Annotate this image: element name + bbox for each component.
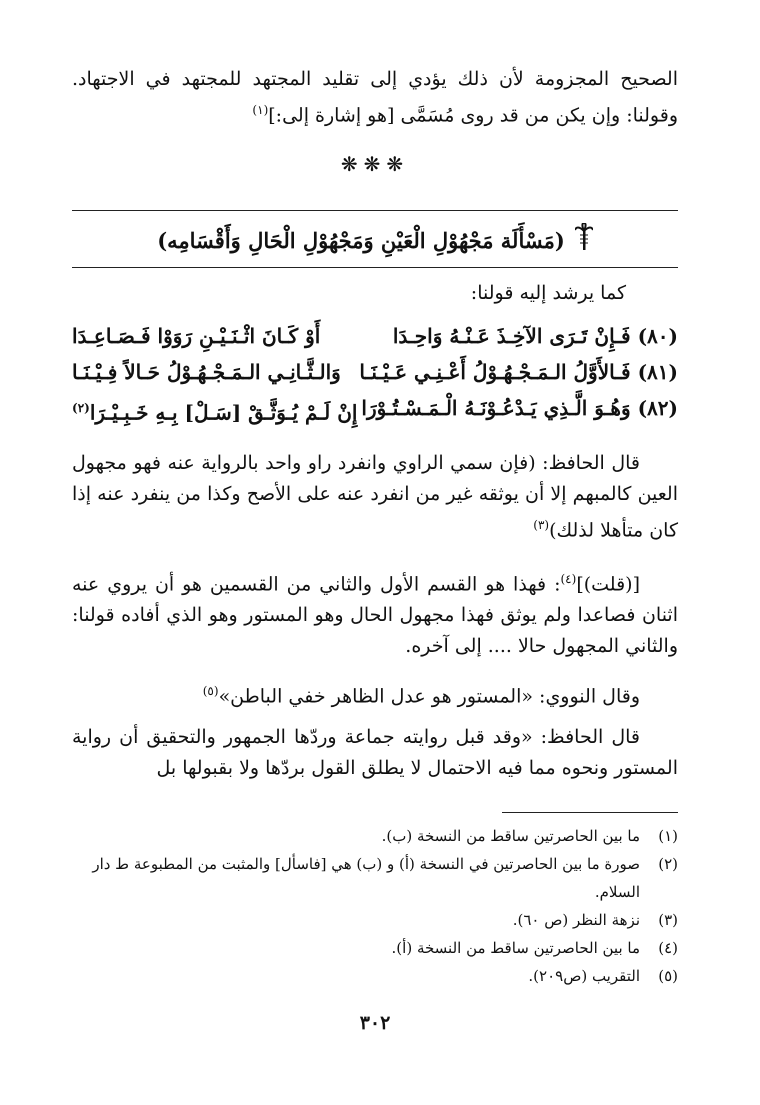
paragraph-qult-text: : فهذا هو القسم الأول والثاني من القسمين هو أن يروي عنه اثنان فصاعدا ولم يوثق فهذا مجهول الحال وهو المستور وهو الذي أفاده قولنا: والثاني المجهول حالا .... إلى آخره. — [72, 573, 678, 658]
top-paragraph — [72, 64, 678, 131]
palm-tree-icon — [575, 223, 593, 258]
footnote-ref-4: (٤) — [560, 572, 577, 586]
paragraph-hafiz-1-text: قال الحافظ: (فإن سمي الراوي وانفرد راو واحد بالرواية عنه فهو مجهول العين كالمبهم إلا أن يوثقه غير من انفرد عنه على الأصح وكذا من ينفرد عنه إذا كان متأهلا لذلك) — [72, 452, 678, 542]
verse-81 — [72, 354, 678, 390]
footnotes — [72, 822, 678, 990]
footnote-ref-3: (٣) — [533, 518, 550, 532]
paragraph-hafiz-2: قال الحافظ: «وقد قبل روايته جماعة وردّها الجمهور والتحقيق أن رواية المستور ونحوه مما فيه الاحتمال لا يطلق القول بردّها ولا بقبولها بل — [72, 726, 678, 779]
footnote-item — [72, 822, 678, 850]
footnote-text: التقريب (ص٢٠٩). — [528, 967, 640, 985]
verse-82-second-hemistich — [72, 390, 357, 426]
paragraph-qult — [72, 564, 678, 662]
verse-81-second-hemistich: وَالـثَّـانِـي الـمَـجْـهُـوْلُ حَـالاً فِـيْـنَـا — [72, 360, 341, 384]
section-separator: ❋❋❋ — [340, 152, 410, 176]
verse-82-second-text: إِنْ لَـمْ يُـوَثَّـقْ [سَـلْ] بِـهِ خَـبِـيْـرَا — [89, 400, 358, 425]
footnote-text: ما بين الحاصرتين ساقط من النسخة (أ). — [391, 939, 640, 957]
footnote-ref-1: (١) — [252, 103, 269, 117]
verse-block — [72, 318, 678, 426]
paragraph-nawawi — [72, 676, 678, 712]
footnote-item — [72, 934, 678, 962]
footnote-text: ما بين الحاصرتين ساقط من النسخة (ب). — [381, 827, 640, 845]
page-number: ٣٠٢ — [359, 1012, 391, 1034]
footnote-number: (٣) — [658, 911, 678, 929]
footnote-item — [72, 850, 678, 906]
chapter-heading-text: (مَسْأَلَة مَجْهُوْلِ الْعَيْنِ وَمَجْهُوْلِ الْحَالِ وَأَقْسَامِه) — [157, 228, 565, 253]
verse-82-first-hemistich: (٨٢) وَهُـوَ الَّـذِي يَـدْعُـوْنَـهُ الْـمَـسْـتُـوْرَا — [361, 396, 678, 420]
verse-80 — [72, 318, 678, 354]
verse-82 — [72, 390, 678, 426]
footnote-number: (٢) — [658, 855, 678, 873]
footnote-item — [72, 906, 678, 934]
intro-line: كما يرشد إليه قولنا: — [470, 282, 626, 304]
top-paragraph-text: الصحيح المجزومة لأن ذلك يؤدي إلى تقليد المجتهد للمجتهد في الاجتهاد. وقولنا: وإن يكن من قد روى مُسَمَّى [هو إشارة إلى:] — [72, 68, 678, 127]
footnote-number: (٤) — [658, 939, 678, 957]
chapter-heading-box — [72, 210, 678, 268]
footnote-divider — [502, 812, 678, 813]
paragraph-hafiz-1 — [72, 448, 678, 546]
verse-80-second-hemistich: أَوْ كَـانَ اثْـنَـيْـنِ رَوَوْا فَـصَـاعِـدَا — [72, 324, 321, 348]
paragraph-nawawi-text: وقال النووي: «المستور هو عدل الظاهر خفي الباطن» — [218, 685, 640, 708]
footnote-text: صورة ما بين الحاصرتين في النسخة (أ) و (ب) هي [فاسأل] والمثبت من المطبوعة ط دار السلام. — [92, 855, 640, 901]
footnote-ref-2: (٢) — [72, 401, 90, 415]
footnote-number: (١) — [658, 827, 678, 845]
verse-81-first-hemistich: (٨١) فَـالأَوَّلُ الـمَـجْـهُـوْلُ أَعْـنِـي عَـيْـنَـا — [359, 360, 678, 384]
footnote-text: نزهة النظر (ص ٦٠). — [512, 911, 640, 929]
qult-label: [(قلت)] — [576, 573, 640, 596]
chapter-heading — [72, 223, 678, 258]
footnote-item — [72, 962, 678, 990]
footnote-number: (٥) — [658, 967, 678, 985]
verse-80-first-hemistich: (٨٠) فَـإِنْ تَـرَى الآخِـذَ عَـنْـهُ وَاحِـدَا — [392, 324, 678, 348]
footnote-ref-5: (٥) — [202, 684, 219, 698]
